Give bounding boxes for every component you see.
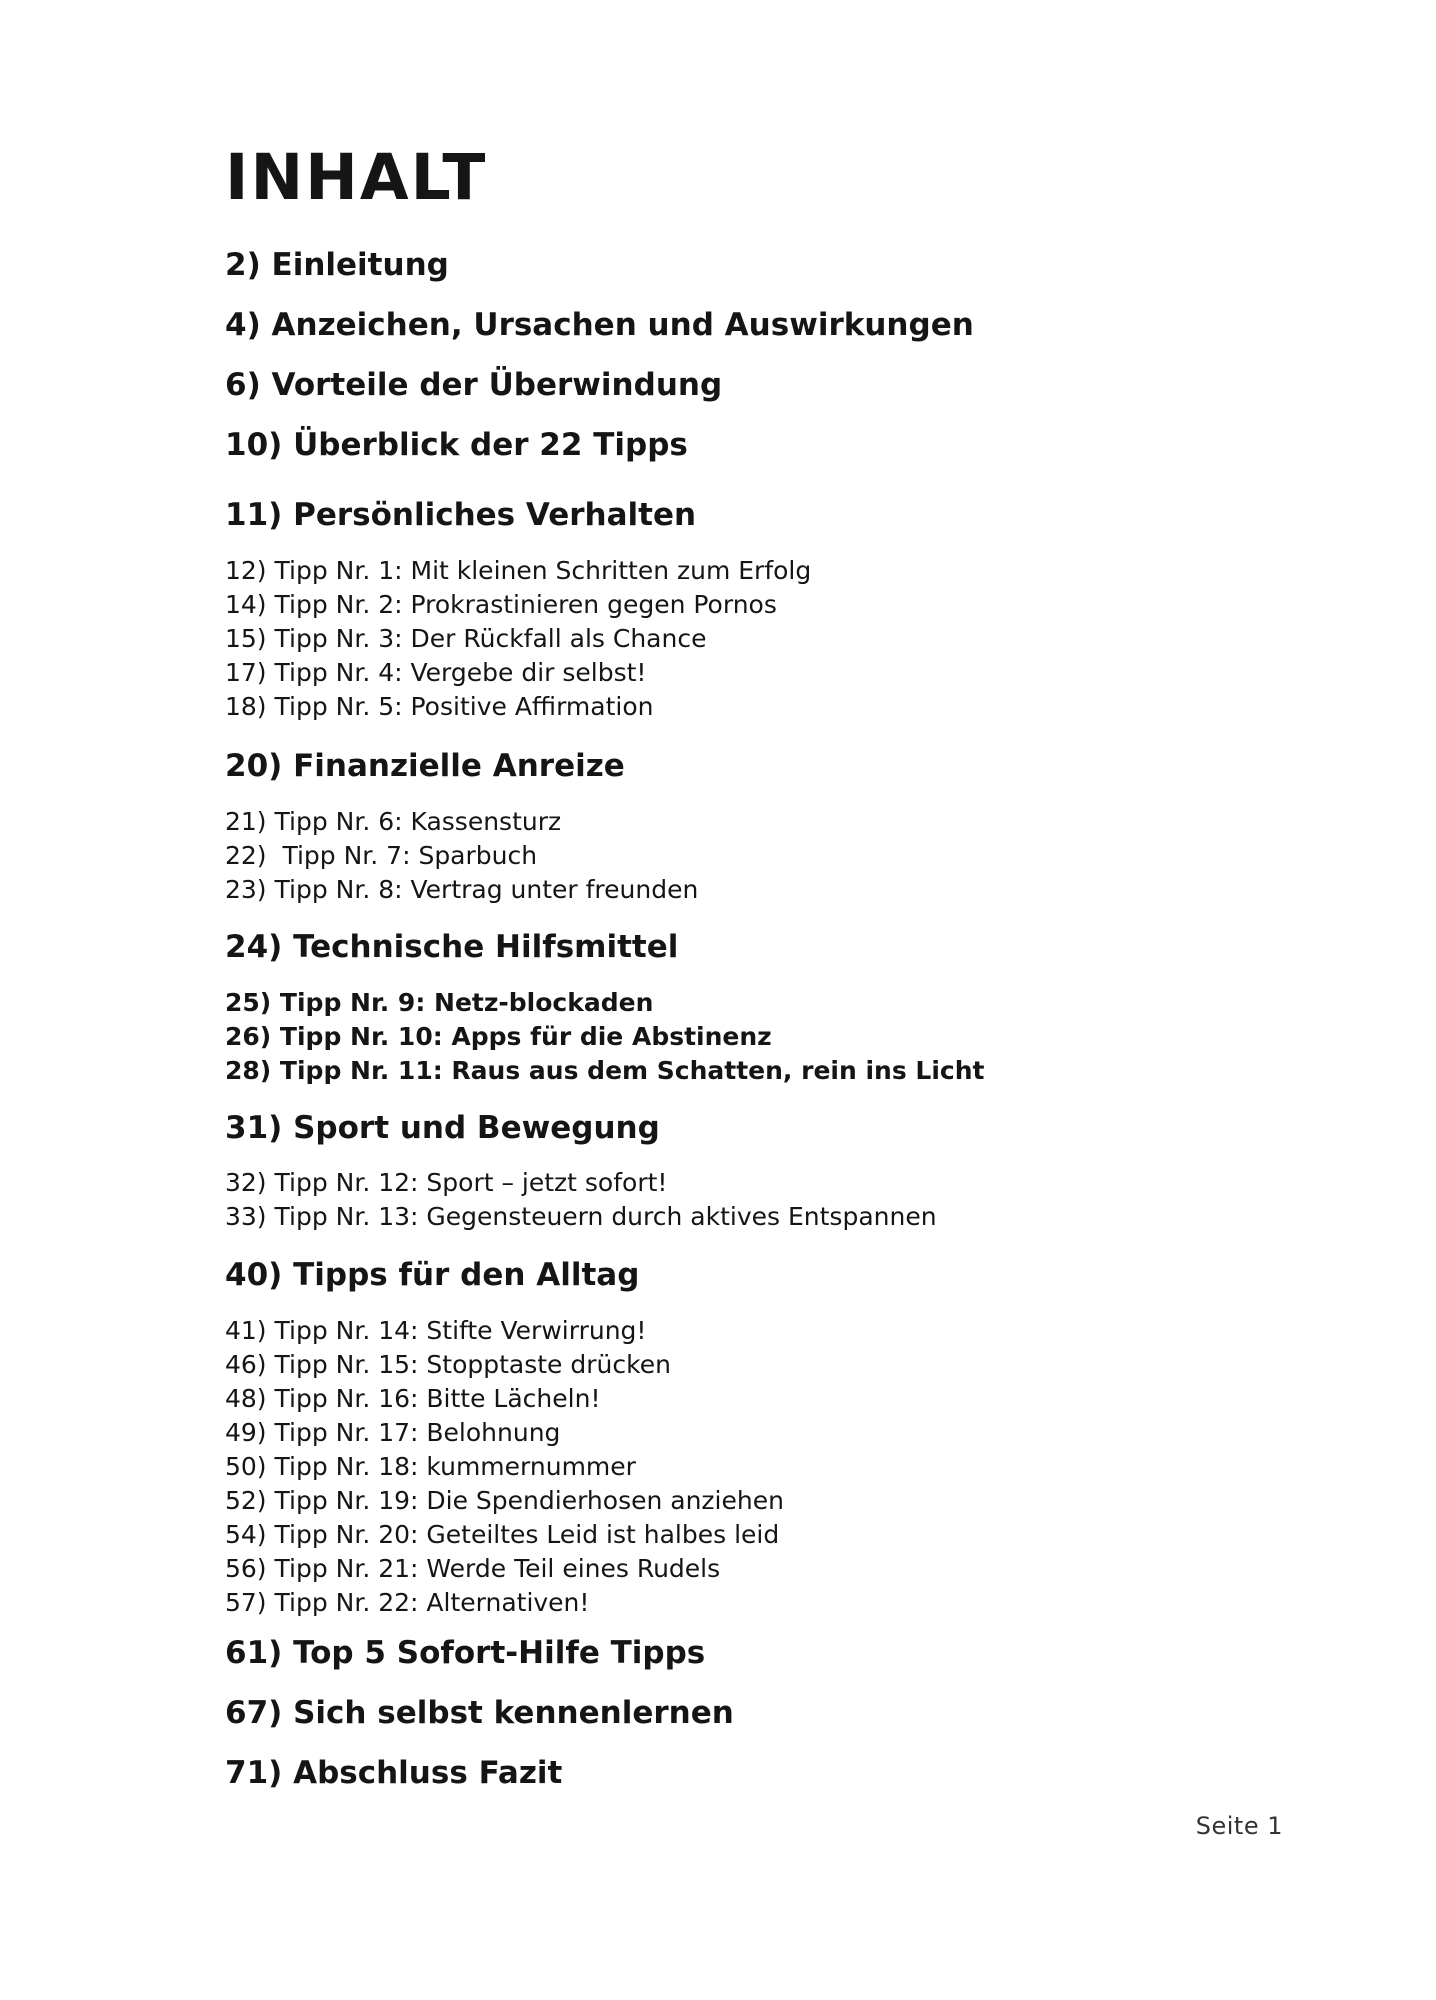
page-number: Seite 1 <box>1195 1812 1283 1840</box>
toc-item: 33) Tipp Nr. 13: Gegensteuern durch aktives Entspannen <box>225 1202 937 1231</box>
toc-heading: 10) Überblick der 22 Tipps <box>225 427 688 463</box>
toc-item: 41) Tipp Nr. 14: Stifte Verwirrung! <box>225 1316 647 1345</box>
toc-heading: 24) Technische Hilfsmittel <box>225 929 679 965</box>
toc-item: 48) Tipp Nr. 16: Bitte Lächeln! <box>225 1384 601 1413</box>
toc-heading: 6) Vorteile der Überwindung <box>225 367 723 403</box>
toc-item: 52) Tipp Nr. 19: Die Spendierhosen anziehen <box>225 1486 784 1515</box>
toc-heading: 31) Sport und Bewegung <box>225 1110 660 1146</box>
toc-item: 25) Tipp Nr. 9: Netz-blockaden <box>225 988 654 1017</box>
toc-item: 32) Tipp Nr. 12: Sport – jetzt sofort! <box>225 1168 668 1197</box>
toc-item: 26) Tipp Nr. 10: Apps für die Abstinenz <box>225 1022 772 1051</box>
toc-item: 18) Tipp Nr. 5: Positive Affirmation <box>225 692 654 721</box>
toc-heading: 20) Finanzielle Anreize <box>225 748 625 784</box>
toc-item: 46) Tipp Nr. 15: Stopptaste drücken <box>225 1350 671 1379</box>
toc-item: 49) Tipp Nr. 17: Belohnung <box>225 1418 561 1447</box>
toc-item: 21) Tipp Nr. 6: Kassensturz <box>225 807 562 836</box>
toc-item: 54) Tipp Nr. 20: Geteiltes Leid ist halbes leid <box>225 1520 780 1549</box>
toc-item: 12) Tipp Nr. 1: Mit kleinen Schritten zum Erfolg <box>225 556 812 585</box>
toc-heading: 40) Tipps für den Alltag <box>225 1257 640 1293</box>
toc-heading: 61) Top 5 Sofort-Hilfe Tipps <box>225 1635 706 1671</box>
document-page <box>225 0 1325 2000</box>
toc-item: 23) Tipp Nr. 8: Vertrag unter freunden <box>225 875 699 904</box>
toc-heading: 4) Anzeichen, Ursachen und Auswirkungen <box>225 307 974 343</box>
toc-item: 15) Tipp Nr. 3: Der Rückfall als Chance <box>225 624 707 653</box>
toc-item: 56) Tipp Nr. 21: Werde Teil eines Rudels <box>225 1554 721 1583</box>
toc-item: 17) Tipp Nr. 4: Vergebe dir selbst! <box>225 658 647 687</box>
toc-heading: 71) Abschluss Fazit <box>225 1755 563 1791</box>
toc-item: 57) Tipp Nr. 22: Alternativen! <box>225 1588 590 1617</box>
toc-heading: 2) Einleitung <box>225 247 449 283</box>
page-title: INHALT <box>225 141 488 214</box>
toc-heading: 11) Persönliches Verhalten <box>225 497 697 533</box>
toc-item: 28) Tipp Nr. 11: Raus aus dem Schatten, rein ins Licht <box>225 1056 985 1085</box>
toc-heading: 67) Sich selbst kennenlernen <box>225 1695 734 1731</box>
toc-item: 50) Tipp Nr. 18: kummernummer <box>225 1452 636 1481</box>
toc-item: 22) Tipp Nr. 7: Sparbuch <box>225 841 538 870</box>
toc-item: 14) Tipp Nr. 2: Prokrastinieren gegen Pornos <box>225 590 777 619</box>
